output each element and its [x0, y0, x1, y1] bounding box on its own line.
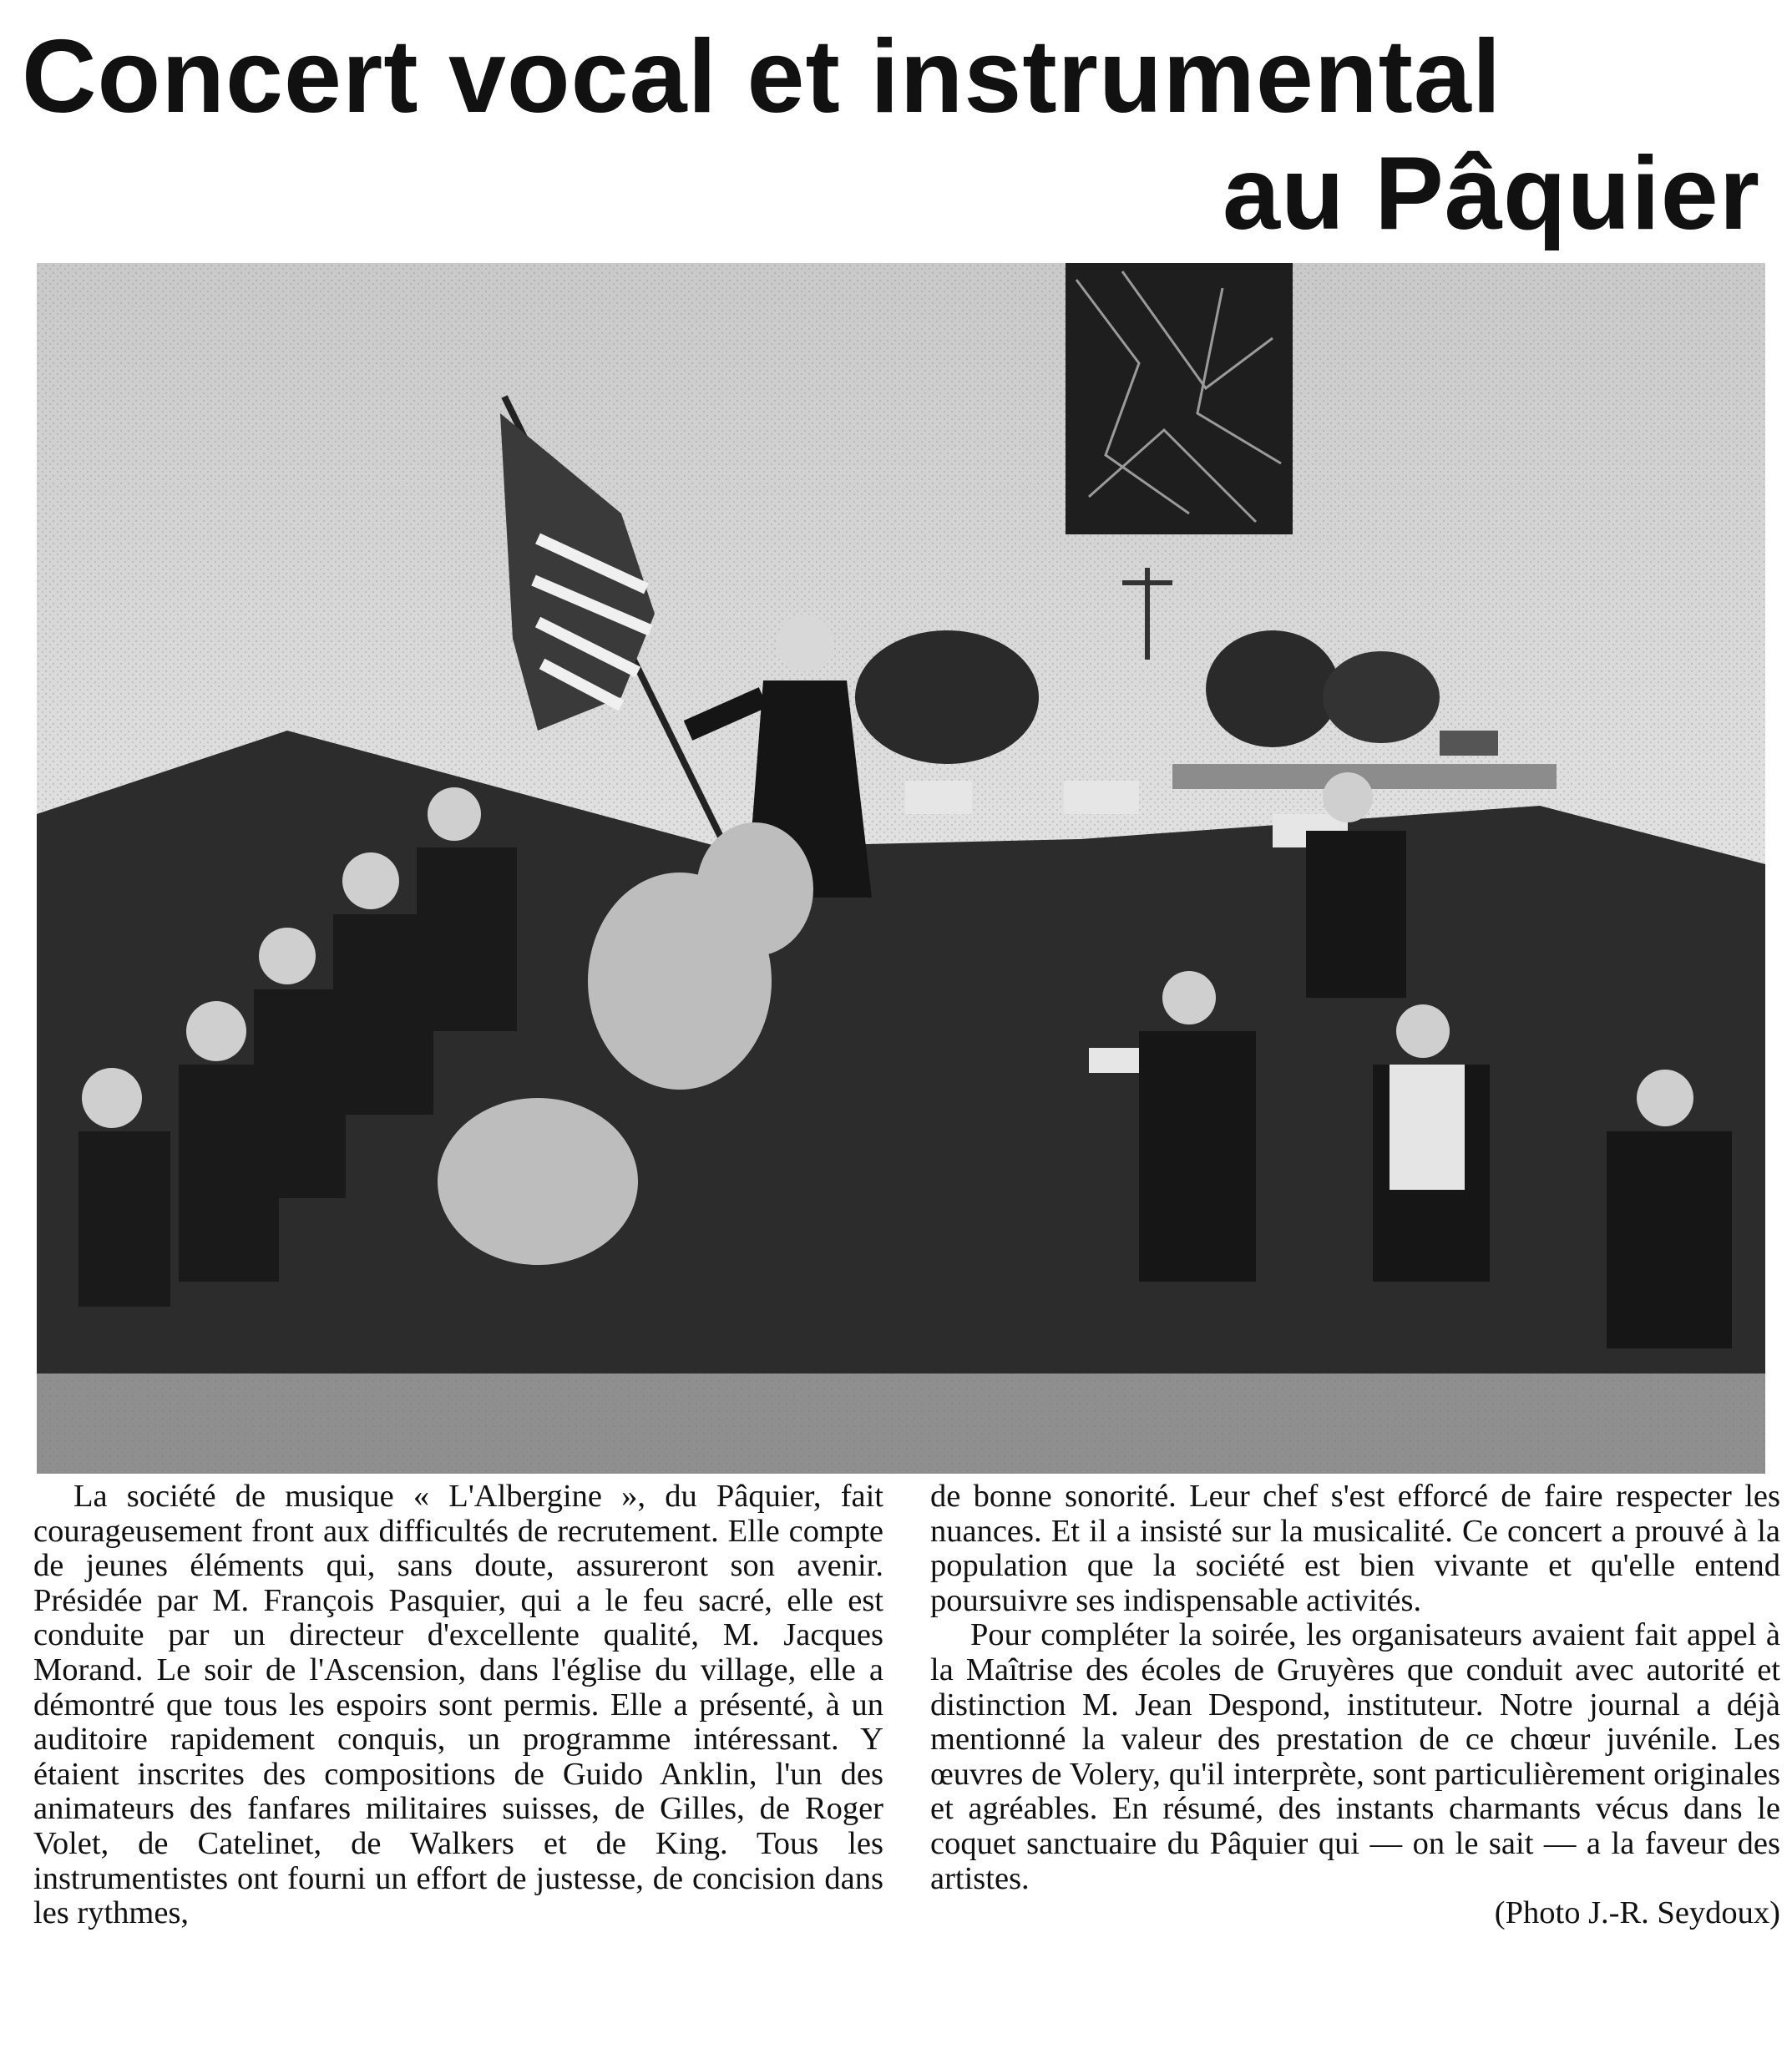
headline-line-1: Concert vocal et instrumental — [22, 19, 1502, 134]
article-paragraph-1-continued: de bonne sonorité. Leur chef s'est efforcé de faire respecter les nuances. Et il a insisté sur la musicalité. Ce concert a prouvé à la population que la société est bien vivante et qu'elle entend poursuivre ses indispensable activités. — [930, 1479, 1780, 1618]
article-paragraph-1: La société de musique « L'Albergine », du Pâquier, fait courageusement front aux difficultés de recrutement. Elle compte de jeunes éléments qui, sans doute, assureront son avenir. Présidée par M. François Pasquier, qui a le feu sacré, elle est conduite par un directeur d'excellente qualité, M. Jacques Morand. Le soir de l'Ascension, dans l'église du village, elle a démontré que tous les espoirs sont permis. Elle a présenté, à un auditoire rapidement conquis, un programme intéressant. Y étaient inscrites des compositions de Guido Anklin, l'un des animateurs des fanfares militaires suisses, de Gilles, de Roger Volet, de Catelinet, de Walkers et de King. Tous les instrumentistes ont fourni un effort de justesse, de concision dans les rythmes, — [33, 1479, 883, 1931]
article-paragraph-2: Pour compléter la soirée, les organisateurs avaient fait appel à la Maîtrise des écoles de Gruyères que conduit avec autorité et distinction M. Jean Despond, instituteur. Notre journal a déjà mentionné la valeur des prestation de ce chœur juvénile. Les œuvres de Volery, qu'il interprète, sont particulièrement originales et agréables. En résumé, des instants charmants vécus dans le coquet sanctuaire du Pâquier qui — on le sait — a la faveur des artistes. — [930, 1617, 1780, 1896]
photo-credit: (Photo J.-R. Seydoux) — [1494, 1895, 1780, 1931]
article-column-left — [33, 1480, 883, 1931]
concert-photo — [37, 263, 1765, 1474]
article-column-right — [930, 1480, 1780, 1931]
headline-line-2: au Pâquier — [1223, 136, 1760, 251]
